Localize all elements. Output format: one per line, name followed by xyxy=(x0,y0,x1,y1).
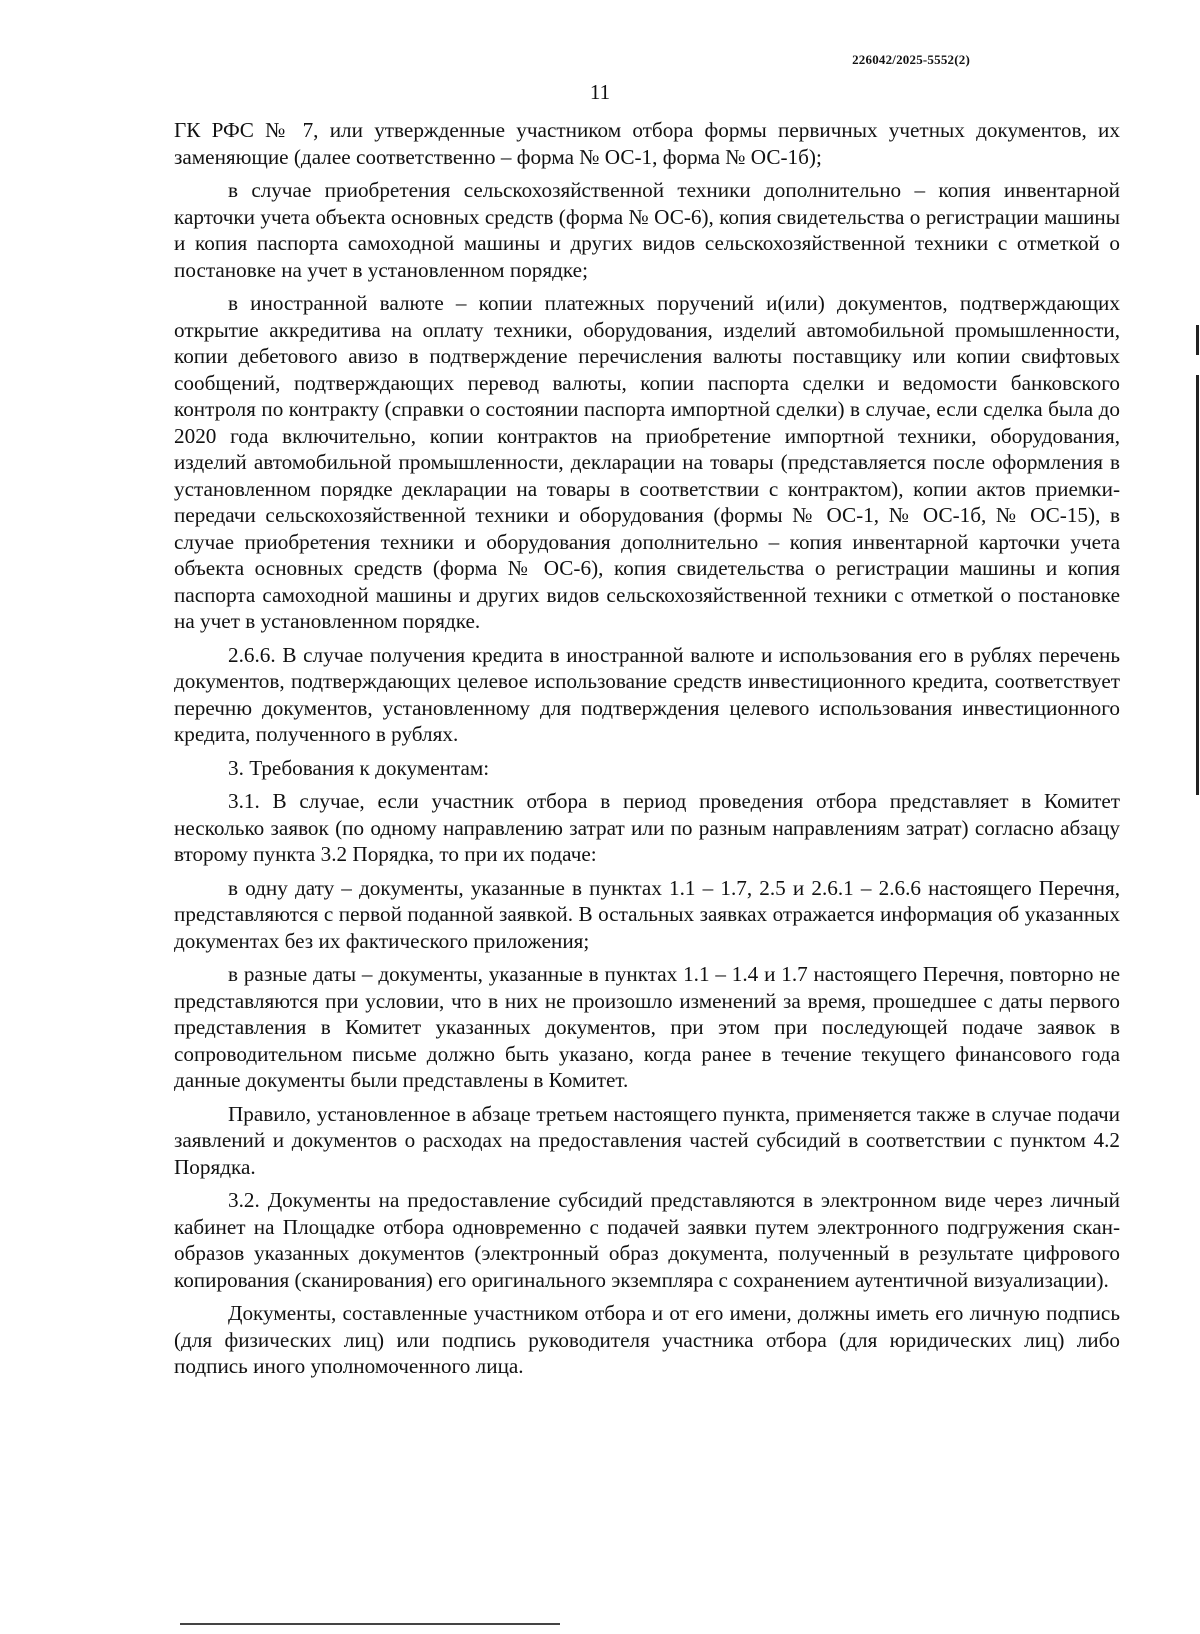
paragraph: 3.1. В случае, если участник отбора в период проведения отбора представляет в Комитет несколько заявок (по одному направлению затрат или по разным направлениям затрат) согласно абзацу второму пункта 3.2 Порядка, то при их подаче: xyxy=(174,789,1120,866)
paragraph: в случае приобретения сельскохозяйственной техники дополнительно – копия инвентарной карточки учета объекта основных средств (форма № ОС-6), копия свидетельства о регистрации машины и копия паспорта самоходной машины и других видов сельскохозяйственной техники с отметкой о постановке на учет в установленном порядке; xyxy=(174,178,1120,282)
paragraph: 3. Требования к документам: xyxy=(228,755,490,780)
paragraph: 2.6.6. В случае получения кредита в иностранной валюте и использования его в рублях перечень документов, подтверждающих целевое использование средств инвестиционного кредита, соответствует перечню документов, установленному для подтверждения целевого использования инвестиционного кредита, полученного в рублях. xyxy=(174,642,1120,746)
page-number: 11 xyxy=(589,80,611,104)
scan-bottom-line xyxy=(180,1623,560,1625)
paragraph: в разные даты – документы, указанные в пунктах 1.1 – 1.4 и 1.7 настоящего Перечня, повторно не представляются при условии, что в них не произошло изменений за время, прошедшее с даты первого представления в Комитет указанных документов, при этом при последующей подаче заявок в сопроводительном письме должно быть указано, когда ранее в течение текущего финансового года данные документы были представлены в Комитет. xyxy=(174,962,1120,1092)
paragraph: в иностранной валюте – копии платежных поручений и(или) документов, подтверждающих открытие аккредитива на оплату техники, оборудования, изделий автомобильной промышленности, копии дебетового авизо в подтверждение перечисления валюты поставщику или копии свифтовых сообщений, подтверждающих перевод валюты, копии паспорта сделки и ведомости банковского контроля по контракту (справки о состоянии паспорта импортной сделки) в случае, если сделка была до 2020 года включительно, копии контрактов на приобретение импортной техники, оборудования, изделий автомобильной промышленности, декларации на товары (представляется после оформления в установленном порядке декларации на товары в соответствии с контрактом), копии актов приемки-передачи сельскохозяйственной техники и оборудования (формы № ОС-1, № ОС-1б, № ОС-15), в случае приобретения техники и оборудования дополнительно – копия инвентарной карточки учета объекта основных средств (форма № ОС-6), копия свидетельства о регистрации машины и копия паспорта самоходной машины и других видов сельскохозяйственной техники с отметкой о постановке на учет в установленном порядке. xyxy=(174,291,1120,633)
paragraph: ГК РФС № 7, или утвержденные участником отбора формы первичных учетных документов, их заменяющие (далее соответственно – форма № ОС-1, форма № ОС-1б); xyxy=(174,118,1120,169)
paragraph: Документы, составленные участником отбора и от его имени, должны иметь его личную подпись (для физических лиц) или подпись руководителя участника отбора (для юридических лиц) либо подпись иного уполномоченного лица. xyxy=(174,1301,1120,1378)
document-body xyxy=(174,117,1120,1380)
paragraph: 3.2. Документы на предоставление субсидий представляются в электронном виде через личный кабинет на Площадке отбора одновременно с подачей заявки путем электронного подгружения скан-образов указанных документов (электронный образ документа, полученный в результате цифрового копирования (сканирования) его оригинального экземпляра с сохранением аутентичной визуализации). xyxy=(174,1188,1120,1292)
scan-edge-mark xyxy=(1196,325,1199,355)
paragraph: Правило, установленное в абзаце третьем настоящего пункта, применяется также в случае подачи заявлений и документов о расходах на предоставления частей субсидий в соответствии с пунктом 4.2 Порядка. xyxy=(174,1101,1120,1179)
paragraph: в одну дату – документы, указанные в пунктах 1.1 – 1.7, 2.5 и 2.6.1 – 2.6.6 настоящего Перечня, представляются с первой поданной заявкой. В остальных заявках отражается информация об указанных документах без их фактического приложения; xyxy=(174,875,1120,953)
scan-edge-mark xyxy=(1196,375,1199,795)
document-id: 226042/2025-5552(2) xyxy=(852,52,970,67)
